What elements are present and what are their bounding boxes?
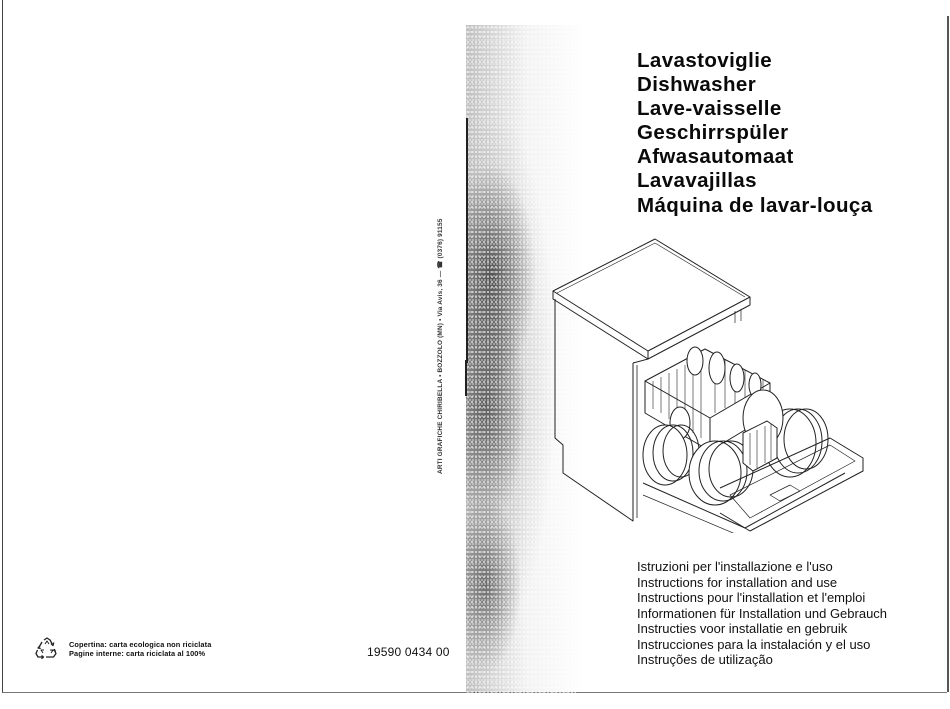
instructions-english: Instructions for installation and use	[637, 574, 838, 590]
title-spanish: Lavavajillas	[637, 169, 757, 193]
title-french: Lave-vaisselle	[637, 97, 782, 121]
title-english: Dishwasher	[637, 73, 757, 97]
title-german: Geschirrspüler	[637, 121, 789, 145]
instructions-dutch: Instructies voor installatie en gebruik	[637, 621, 848, 636]
printer-credit: ARTI GRAFICHE CHIRIBELLA • BOZZOLO (MN) • Via Avis, 36 — ☎ (0376) 91155	[437, 218, 444, 474]
instructions-portuguese: Instruções de utilização	[637, 652, 773, 667]
instructions-german: Informationen für Installation und Gebrauch	[637, 605, 888, 621]
recycle-text	[69, 640, 211, 658]
instructions-french: Instructions pour l'installation et l'emploi	[637, 590, 866, 605]
product-code-number: 19590 0434 00	[367, 645, 450, 659]
dishwasher-illustration	[545, 233, 865, 533]
title-dutch: Afwasautomaat	[637, 145, 794, 169]
spine-fold-line	[466, 118, 468, 363]
title-portuguese: Máquina de lavar-louça	[637, 193, 873, 217]
recycle-line-pages: Pagine interne: carta riciclata al 100%	[69, 649, 206, 658]
recycle-icon	[34, 637, 60, 661]
recycle-note	[34, 637, 211, 661]
spine-fold-line	[465, 360, 467, 396]
instructions-italian: Istruzioni per l'installazione e l'uso	[637, 559, 833, 574]
page-edge-right	[947, 16, 949, 692]
instructions-spanish: Instrucciones para la instalación y el uso	[637, 636, 871, 652]
instructions-list	[637, 559, 887, 668]
recycle-line-cover: Copertina: carta ecologica non riciclata	[69, 640, 212, 649]
title-italian: Lavastoviglie	[637, 49, 773, 72]
title-list	[637, 49, 873, 218]
